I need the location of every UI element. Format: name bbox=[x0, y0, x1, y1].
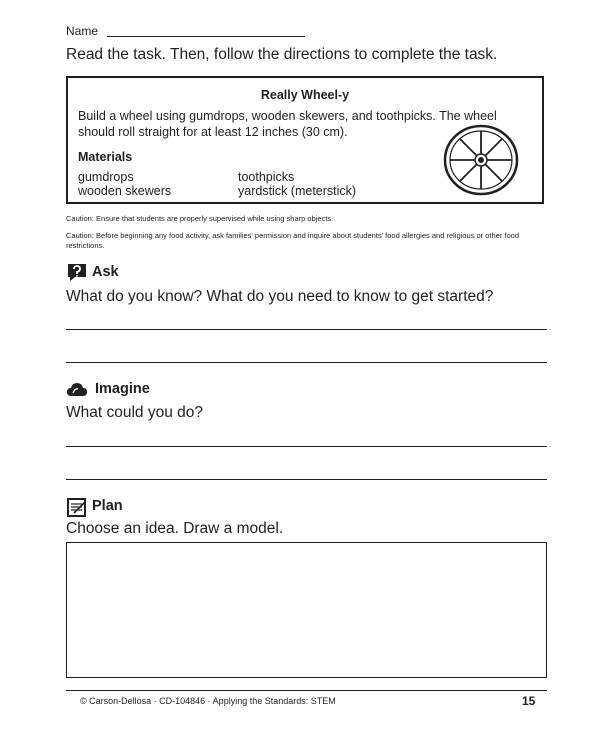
imagine-heading: Imagine bbox=[95, 381, 150, 397]
notepad-icon bbox=[66, 497, 88, 517]
plan-heading: Plan bbox=[92, 498, 123, 514]
task-description: Build a wheel using gumdrops, wooden skewers, and toothpicks. The wheel should roll straight for at least 12 inches (30 cm). bbox=[78, 109, 497, 139]
ask-answer-line[interactable] bbox=[66, 329, 547, 330]
imagine-answer-line[interactable] bbox=[66, 446, 547, 447]
material-item: gumdrops bbox=[78, 170, 134, 184]
task-title: Really Wheel-y bbox=[260, 88, 350, 102]
instructions: Read the task. Then, follow the directions to complete the task. bbox=[66, 46, 498, 63]
materials-heading: Materials bbox=[78, 150, 133, 164]
ask-prompt: What do you know? What do you need to know to get started? bbox=[66, 288, 494, 305]
material-item: yardstick (meterstick) bbox=[238, 184, 357, 198]
page-number: 15 bbox=[522, 694, 536, 708]
material-item: wooden skewers bbox=[78, 184, 172, 198]
plan-prompt: Choose an idea. Draw a model. bbox=[66, 520, 284, 537]
name-write-line[interactable] bbox=[107, 36, 305, 37]
drawing-area[interactable] bbox=[66, 542, 547, 678]
caution-note: Caution: Ensure that students are properly supervised while using sharp objects. bbox=[66, 214, 334, 223]
caution-note: Caution: Before beginning any food activity, ask families' permission and inquire about students' food allergies and religious or other food restrictions. bbox=[66, 231, 519, 250]
task-box bbox=[66, 76, 544, 204]
wagon-wheel-icon bbox=[440, 120, 522, 200]
ask-heading: Ask bbox=[92, 264, 119, 280]
imagine-prompt: What could you do? bbox=[66, 404, 204, 421]
footer-divider bbox=[66, 690, 547, 691]
ask-answer-line[interactable] bbox=[66, 362, 547, 363]
ask-icon bbox=[66, 262, 88, 282]
cloud-icon bbox=[66, 380, 88, 400]
name-label: Name bbox=[66, 24, 99, 38]
footer-credit: © Carson-Dellosa · CD-104846 · Applying the Standards: STEM bbox=[80, 696, 336, 706]
imagine-answer-line[interactable] bbox=[66, 479, 547, 480]
material-item: toothpicks bbox=[238, 170, 295, 184]
